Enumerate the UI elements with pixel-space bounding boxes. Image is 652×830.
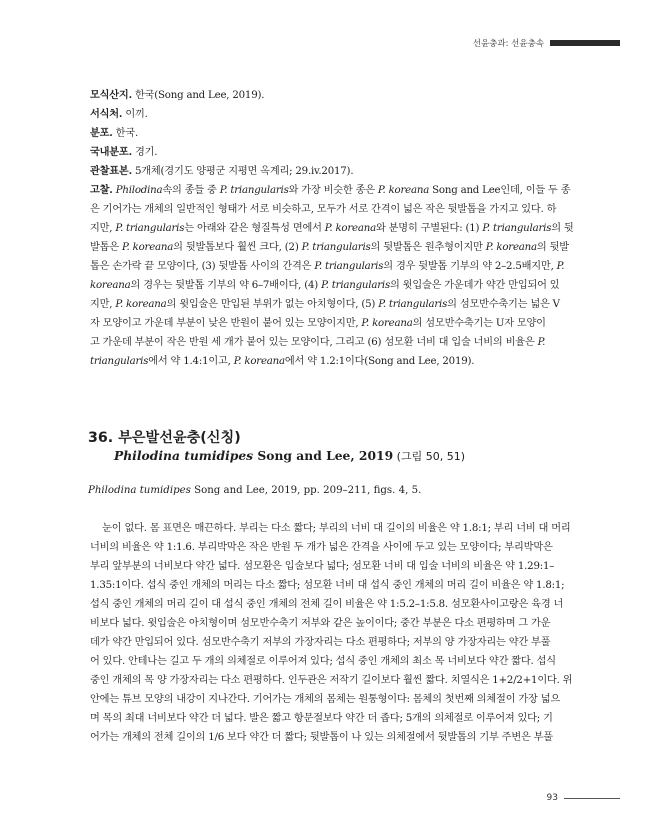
scientific-name: P. koreana xyxy=(485,242,537,253)
text-run: 는 아래와 같은 형질특성 면에서 xyxy=(184,223,325,234)
field-label: 분포. xyxy=(90,127,113,139)
page-number: 93 xyxy=(546,793,558,803)
field-label: 관찰표본. xyxy=(90,165,132,177)
text-run: 지만, xyxy=(90,299,116,310)
scientific-name: P. triangularis xyxy=(482,223,552,234)
text-run: 어가는 개체의 전체 길이의 1/6 보다 약간 더 짧다; 뒷발톱이 나 있는 의체절에서 뒷발톱의 기부 주변은 부풀 xyxy=(90,732,553,743)
text-line xyxy=(90,690,572,709)
scientific-name: triangularis xyxy=(90,356,149,367)
text-line xyxy=(90,219,574,238)
text-run: 안에는 튜브 모양의 내강이 지나간다. 기어가는 개체의 몸체는 원통형이다: 몸체의 첫번째 의체절이 가장 넓으 xyxy=(90,694,560,705)
scientific-name: P. triangularis xyxy=(321,280,390,291)
scientific-name: P. triangularis xyxy=(378,299,448,310)
text-line xyxy=(90,614,572,633)
text-run: 눈이 없다. 몸 표면은 매끈하다. 부리는 다소 짧다; 부리의 너비 대 길이의 비율은 약 1.8:1; 부리 너비 대 머리 xyxy=(90,523,571,534)
footer-rule xyxy=(564,798,620,799)
scientific-name: Philodina tumidipes xyxy=(88,485,191,496)
text-line xyxy=(90,143,574,162)
text-run: 와 가장 비슷한 종은 xyxy=(288,185,378,196)
text-run: 의 뒷발 xyxy=(536,242,569,253)
scientific-name: P. xyxy=(556,261,565,272)
text-line xyxy=(90,295,574,314)
text-run: 5개체(경기도 양평군 지평면 옥계리; 29.iv.2017). xyxy=(131,166,354,177)
text-line xyxy=(90,124,574,143)
text-run: 1.35:1이다. 섭식 중인 개체의 머리는 다소 짧다; 섬모환 너비 대 섭식 중인 개체의 머리 길이 비율은 약 1.8:1; xyxy=(90,580,565,591)
running-header xyxy=(473,37,620,49)
text-run: 어 있다. 안테나는 길고 두 개의 의체절로 이루어져 있다; 섭식 중인 개체의 최소 목 너비보다 약간 짧다. 섭식 xyxy=(90,656,556,667)
header-bar xyxy=(550,40,620,46)
section-title: 36. 부은발선윤충(신칭) xyxy=(88,430,241,446)
text-run: Song and Lee, 2019, pp. 209–211, figs. 4, 5. xyxy=(190,485,422,496)
text-line xyxy=(90,538,572,557)
text-line xyxy=(90,728,572,747)
scientific-name: P. koreana xyxy=(324,223,376,234)
text-run: 비보다 넓다. 윗입술은 아치형이며 섬모반수축기 저부와 같은 높이이다; 중간 부분은 다소 편평하며 그 가운 xyxy=(90,618,551,629)
scientific-name: Philodina xyxy=(115,185,163,196)
field-label: 서식처. xyxy=(90,108,123,120)
text-run: 의 뒷발톱보다 훨씬 크다, (2) xyxy=(173,242,302,253)
text-line xyxy=(90,238,574,257)
field-label: 국내분포. xyxy=(90,146,132,158)
text-run: 며 목의 최대 너비보다 약간 더 넓다. 발은 짧고 항문절보다 약간 더 좁다; 5개의 의체절로 이루어져 있다; 기 xyxy=(90,713,553,724)
species-name: Philodina tumidipes xyxy=(114,448,254,463)
text-line xyxy=(90,595,572,614)
text-line xyxy=(90,86,574,105)
figure-reference: (그림 50, 51) xyxy=(393,450,465,463)
species-citation xyxy=(88,485,421,496)
scientific-name: P. xyxy=(537,337,546,348)
scientific-name: P. triangularis xyxy=(219,185,289,196)
text-run: 이끼. xyxy=(122,109,148,120)
text-line xyxy=(90,652,572,671)
text-run: 너비의 비율은 약 1:1.6. 부리박막은 작은 반원 두 개가 넓은 간격을 사이에 두고 있는 모양이다; 부리박막은 xyxy=(90,542,553,553)
section-heading xyxy=(88,427,241,447)
text-line xyxy=(90,276,574,295)
text-run: 한국. xyxy=(112,128,138,139)
text-run: 중인 개체의 목 양 가장자리는 다소 편평하다. 인두관은 저작기 길이보다 훨씬 짧다. 치열식은 1+2/2+1이다. 위 xyxy=(90,675,573,686)
text-line xyxy=(90,519,572,538)
scientific-name: P. koreana xyxy=(361,318,413,329)
scientific-name: P. koreana xyxy=(115,299,167,310)
text-run: 톱은 손가락 끝 모양이다, (3) 뒷발톱 사이의 간격은 xyxy=(90,261,315,272)
text-line xyxy=(90,105,574,124)
scientific-name: P. koreana xyxy=(233,356,285,367)
text-run: 데가 약간 만입되어 있다. 섬모반수축기 저부의 가장자리는 다소 편평하다; 저부의 양 가장자리는 약간 부풀 xyxy=(90,637,551,648)
field-label: 모식산지. xyxy=(90,89,132,101)
page-footer xyxy=(547,793,620,803)
text-run: 부리 앞부분의 너비보다 약간 넓다. 섬모환은 입술보다 넓다; 섬모환 너비 대 입술 너비의 비율은 약 1.29:1– xyxy=(90,561,555,572)
species-subtitle xyxy=(88,448,465,464)
text-line xyxy=(90,333,574,352)
text-run: 와 분명히 구별된다: (1) xyxy=(375,223,483,234)
scientific-name: P. koreana xyxy=(377,185,430,196)
text-run: 에서 약 1.2:1이다(Song and Lee, 2019). xyxy=(284,356,475,367)
text-line xyxy=(90,257,574,276)
scientific-name: P. triangularis xyxy=(115,223,185,234)
field-label: 고찰. xyxy=(90,184,113,196)
scientific-name: koreana xyxy=(90,280,131,291)
text-line xyxy=(90,576,572,595)
text-line xyxy=(90,181,574,200)
text-run: 의 경우는 뒷발톱 기부의 약 6–7배이다, (4) xyxy=(130,280,322,291)
text-run: 의 윗입술은 만입된 부위가 없는 아치형이다, (5) xyxy=(166,299,379,310)
scientific-name: P. triangularis xyxy=(314,261,384,272)
text-run: 의 윗입술은 가운데가 약간 만입되어 있 xyxy=(390,280,560,291)
text-run: 한국(Song and Lee, 2019). xyxy=(131,90,265,101)
text-run: 에서 약 1.4:1이고, xyxy=(148,356,234,367)
text-line xyxy=(90,633,572,652)
species-authority: Song and Lee, 2019 xyxy=(253,448,394,463)
text-run: 의 섬모반수축기는 U자 모양이 xyxy=(412,318,546,329)
text-line xyxy=(90,314,574,333)
scientific-name: P. koreana xyxy=(121,242,174,253)
text-run: 의 뒷발톱은 원추형이지만 xyxy=(370,242,486,253)
text-run: Song and Lee인데, 이들 두 종 xyxy=(429,185,571,196)
text-line xyxy=(90,200,574,219)
text-run: 경기. xyxy=(131,147,158,158)
text-run: 은 기어가는 개체의 일반적인 형태가 서로 비슷하고, 모두가 서로 간격이 넓은 작은 뒷발톱을 가지고 있다. 하 xyxy=(90,204,557,215)
text-run: 발톱은 xyxy=(90,242,122,253)
text-run: 고 가운데 부분이 작은 반원 세 개가 붙어 있는 모양이다, 그리고 (6) 섬모환 너비 대 입술 너비의 비율은 xyxy=(90,337,538,348)
text-line xyxy=(90,557,572,576)
text-line xyxy=(90,671,572,690)
text-run: 지만, xyxy=(90,223,116,234)
text-run: 섭식 중인 개체의 머리 길이 대 섭식 중인 개체의 전체 길이 비율은 약 1:5.2–1:5.8. 섬모환사이고랑은 육경 너 xyxy=(90,599,564,610)
species-notes xyxy=(90,86,574,371)
text-run: 의 뒷 xyxy=(551,223,574,234)
scientific-name: P. triangularis xyxy=(301,242,371,253)
text-line xyxy=(90,709,572,728)
text-run: 의 섬모반수축기는 넓은 V xyxy=(447,299,560,310)
text-run: 속의 종들 중 xyxy=(162,185,220,196)
text-run: 의 경우 뒷발톱 기부의 약 2–2.5배지만, xyxy=(383,261,557,272)
species-description xyxy=(90,519,572,747)
running-title: 선윤충과: 선윤충속 xyxy=(472,39,544,49)
text-run: 자 모양이고 가운데 부분이 낮은 반원이 붙어 있는 모양이지만, xyxy=(90,318,362,329)
text-line xyxy=(90,162,574,181)
text-line xyxy=(90,352,574,371)
